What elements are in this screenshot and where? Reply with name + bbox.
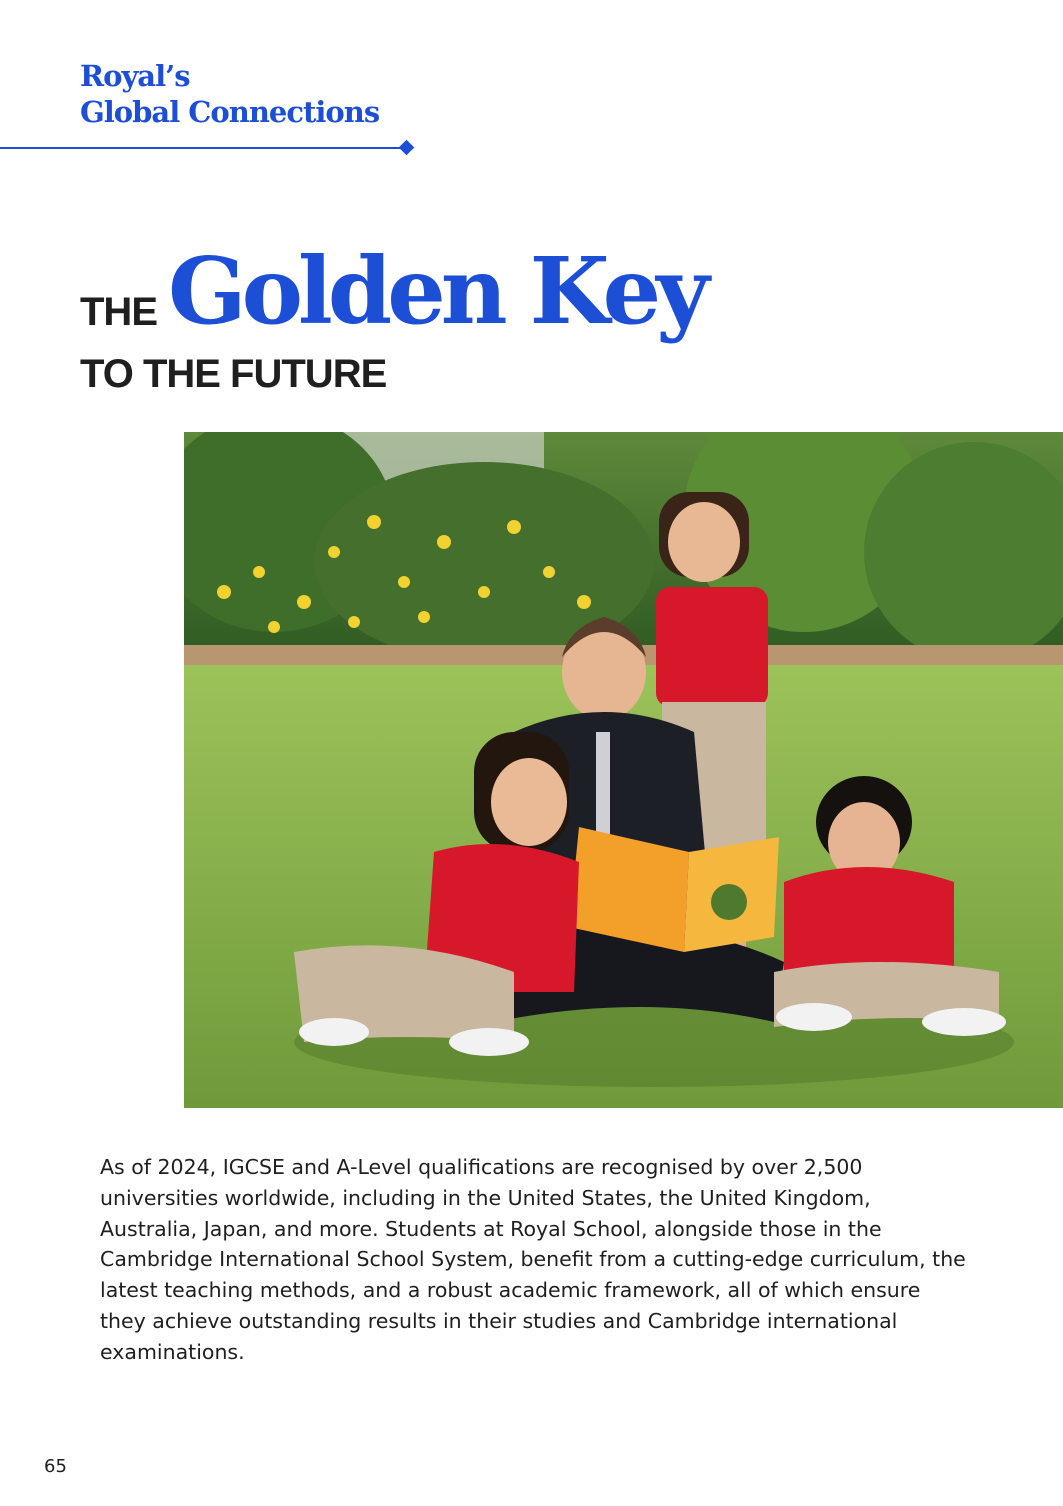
headline-prefix: THE [80, 290, 157, 334]
section-divider [0, 147, 408, 149]
hero-photo [184, 432, 1063, 1108]
body-paragraph: As of 2024, IGCSE and A-Level qualifications are recognised by over 2,500 universities worldwide, including in the United States, the United Kingdom, Australia, Japan, and more. Students at Royal School, alongside those in the Cambridge International School System, benefit from a cutting-edge curriculum, the latest teaching methods, and a robust academic framework, all of which ensure they achieve outstanding results in their studies and Cambridge international examinations. [100, 1155, 966, 1364]
page-number: 65 [44, 1456, 67, 1477]
section-label-line1: Royal’s [80, 59, 190, 93]
divider-diamond-icon [399, 140, 415, 156]
section-label-line2: Global Connections [80, 95, 380, 129]
headline-emphasis: Golden Key [168, 237, 705, 345]
section-label [80, 58, 379, 130]
headline-subtitle: TO THE FUTURE [80, 352, 387, 396]
hero-photo-illustration [184, 432, 1063, 1108]
